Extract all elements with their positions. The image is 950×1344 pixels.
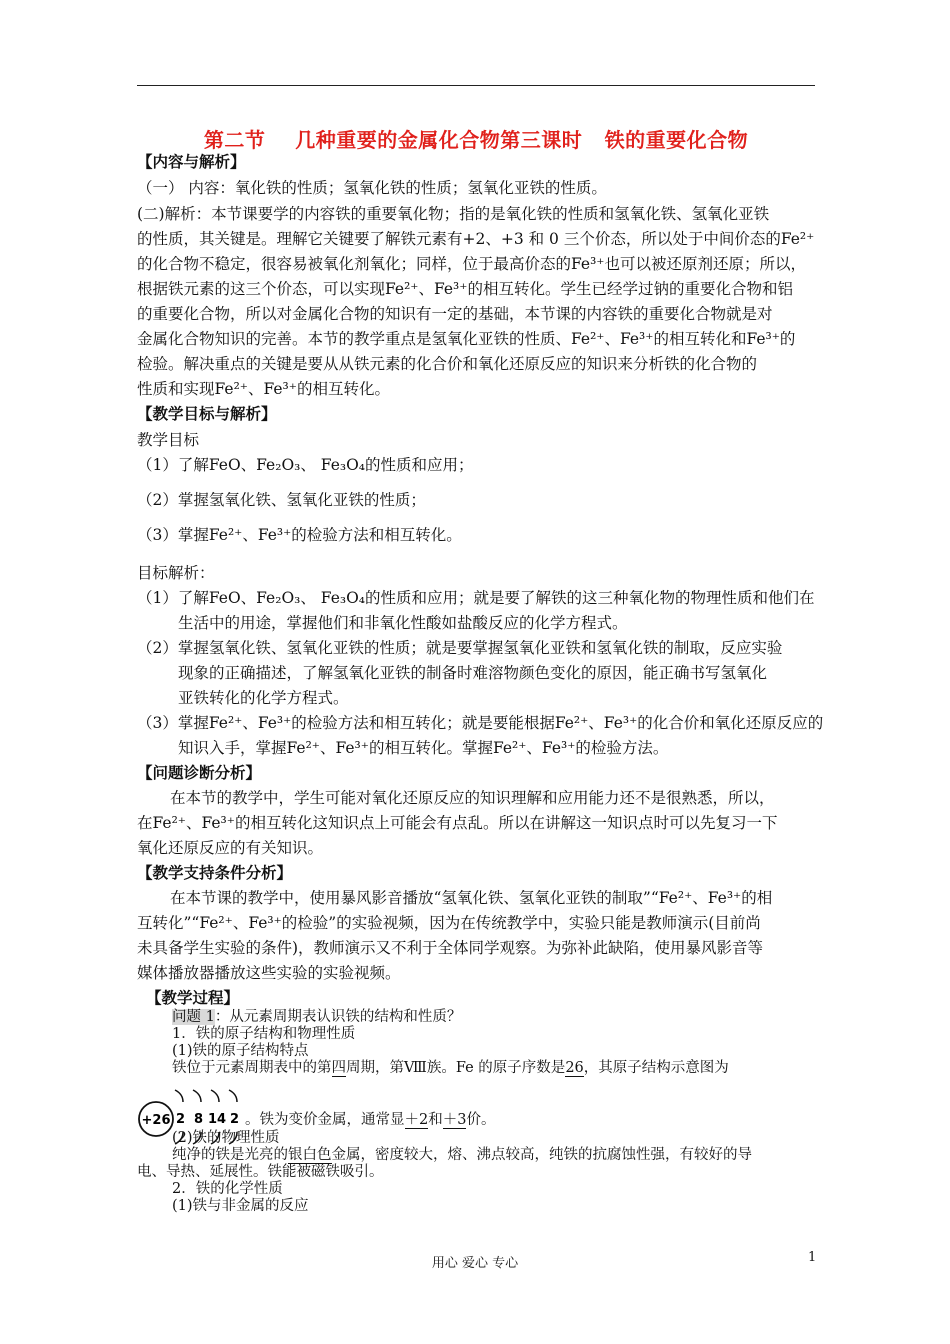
header-rule	[137, 85, 815, 86]
goal-analysis-line: （1）了解FeO、Fe₂O₃、 Fe₃O₄的性质和应用；就是要了解铁的这三种氧化物的物理性质和他们在	[137, 589, 815, 607]
goal-analysis-line: 亚铁转化的化学方程式。	[178, 689, 349, 707]
goal-analysis-line: （3）掌握Fe²⁺、Fe³⁺的检验方法和相互转化；就是要能根据Fe²⁺、Fe³⁺的化合价和氧化还原反应的	[137, 714, 824, 732]
diagnosis-line: 在Fe²⁺、Fe³⁺的相互转化这知识点上可能会有点乱。所以在讲解这一知识点时可以先复习一下	[137, 814, 778, 832]
analysis-line: 的性质，其关键是。理解它关键要了解铁元素有+2、+3 和 0 三个价态，所以处于中间价态的Fe²⁺	[137, 230, 815, 248]
shell-arc	[193, 1090, 201, 1102]
analysis-line: 根据铁元素的这三个价态，可以实现Fe²⁺、Fe³⁺的相互转化。学生已经学过钠的重要化合物和铝	[137, 280, 793, 298]
text-fragment: 。铁为变价金属，通常显	[245, 1112, 405, 1128]
page-number: 1	[808, 1250, 817, 1265]
physical-property-line	[172, 1146, 752, 1164]
goal-analysis-line: 现象的正确描述，了解氢氧化亚铁的制备时难溶物颜色变化的原因，能正确书写氢氧化	[178, 664, 768, 682]
text-fragment: 金属，密度较大，熔、沸点较高，纯铁的抗腐蚀性强，有较好的导	[331, 1147, 752, 1163]
goal-item: （3）掌握Fe²⁺、Fe³⁺的检验方法和相互转化。	[137, 526, 462, 544]
subsection-heading: (1)铁的原子结构特点	[172, 1043, 309, 1059]
analysis-line: 检验。解决重点的关键是要从从铁元素的化合价和氧化还原反应的知识来分析铁的化合物的	[137, 355, 758, 373]
group-answer: Ⅷ	[404, 1060, 427, 1076]
text-fragment: 价。	[466, 1112, 496, 1128]
valence-3-answer: ＋3	[442, 1112, 467, 1128]
text-fragment: 族。Fe 的原子序数是	[426, 1060, 566, 1076]
section-heading: 【教学目标与解析】	[137, 404, 277, 423]
support-line: 媒体播放器播放这些实验的实验视频。	[137, 964, 401, 982]
content-line: （一） 内容：氧化铁的性质；氢氧化铁的性质；氢氧化亚铁的性质。	[137, 179, 607, 197]
diagnosis-line: 氧化还原反应的有关知识。	[137, 839, 324, 857]
physical-property-line: 电、导热、延展性。铁能被磁铁吸引。	[137, 1164, 384, 1180]
text-fragment: 和	[428, 1112, 443, 1128]
text-fragment: ，其原子结构示意图为	[583, 1060, 729, 1076]
shell-count: 2	[176, 1112, 186, 1127]
subsection-heading: (1)铁与非金属的反应	[172, 1198, 309, 1214]
support-line: 在本节课的教学中，使用暴风影音播放“氢氧化铁、氢氧化亚铁的制取”“Fe²⁺、Fe³⁺的相	[170, 889, 773, 907]
section-heading: 【教学支持条件分析】	[137, 863, 293, 882]
support-line: 互转化”“Fe²⁺、Fe³⁺的检验”的实验视频，因为在传统教学中，实验只能是教师演示(目前尚	[137, 914, 761, 932]
analysis-line: 金属化合物知识的完善。本节的教学重点是氢氧化亚铁的性质、Fe²⁺、Fe³⁺的相互转化和Fe³⁺的	[137, 330, 796, 348]
goal-analysis-line: （2）掌握氢氧化铁、氢氧化亚铁的性质；就是要掌握氢氧化亚铁和氢氧化铁的制取，反应实验	[137, 639, 783, 657]
question-text: ：从元素周期表认识铁的结构和性质？	[214, 1009, 462, 1025]
shell-count: 2	[230, 1112, 240, 1127]
support-line: 未具备学生实验的条件)，教师演示又不利于全体同学观察。为弥补此缺陷，使用暴风影音等	[137, 939, 764, 957]
shell-count: 14	[208, 1112, 227, 1127]
nucleus-label: +26	[141, 1113, 171, 1128]
page-title: 第二节 几种重要的金属化合物第三课时 铁的重要化合物	[203, 128, 749, 152]
analysis-line: 的化合物不稳定，很容易被氧化剂氧化；同样，位于最高价态的Fe³⁺也可以被还原剂还原；所以，	[137, 255, 806, 273]
analysis-line: 的重要化合物，所以对金属化合物的知识有一定的基础，本节课的内容铁的重要化合物就是对	[137, 305, 773, 323]
diagnosis-line: 在本节的教学中，学生可能对氧化还原反应的知识理解和应用能力还不是很熟悉，所以，	[170, 789, 775, 807]
subsection-heading: (2)铁的物理性质	[172, 1130, 280, 1146]
shell-arc	[229, 1090, 237, 1102]
color-answer: 银白色	[288, 1147, 332, 1163]
goal-item: （1）了解FeO、Fe₂O₃、 Fe₃O₄的性质和应用；	[137, 456, 474, 474]
shell-arc	[211, 1090, 219, 1102]
goal-label: 教学目标	[137, 431, 200, 449]
atomic-position-line	[172, 1059, 729, 1077]
analysis-line: (二)解析：本节课要学的内容铁的重要氧化物；指的是氧化铁的性质和氢氧化铁、氢氧化亚铁	[137, 205, 770, 223]
text-fragment: 铁位于元素周期表中的第	[172, 1060, 332, 1076]
goal-analysis-label: 目标解析：	[137, 564, 215, 582]
atomic-number-answer: 26	[565, 1060, 584, 1076]
valence-2-answer: ＋2	[404, 1112, 429, 1128]
page-footer: 用心 爱心 专心	[431, 1256, 519, 1271]
valence-line	[245, 1111, 495, 1129]
goal-analysis-line: 知识入手，掌握Fe²⁺、Fe³⁺的相互转化。掌握Fe²⁺、Fe³⁺的检验方法。	[178, 739, 669, 757]
question-line	[172, 1008, 461, 1026]
shell-count: 8	[194, 1112, 204, 1127]
shell-arc	[175, 1090, 183, 1102]
goal-analysis-line: 生活中的用途，掌握他们和非氧化性酸如盐酸反应的化学方程式。	[178, 614, 628, 632]
text-fragment: 周期，第	[346, 1060, 404, 1076]
period-answer: 四	[331, 1060, 346, 1076]
section-heading: 【内容与解析】	[137, 152, 246, 171]
subsection-heading: 1．铁的原子结构和物理性质	[172, 1026, 356, 1042]
question-tag: 问题 1	[172, 1009, 215, 1025]
goal-item: （2）掌握氢氧化铁、氢氧化亚铁的性质；	[137, 491, 426, 509]
section-heading: 【问题诊断分析】	[137, 763, 262, 782]
subsection-heading: 2．铁的化学性质	[172, 1181, 283, 1197]
analysis-line: 性质和实现Fe²⁺、Fe³⁺的相互转化。	[137, 380, 390, 398]
section-heading: 【教学过程】	[146, 988, 240, 1007]
text-fragment: 纯净的铁是光亮的	[172, 1147, 288, 1163]
